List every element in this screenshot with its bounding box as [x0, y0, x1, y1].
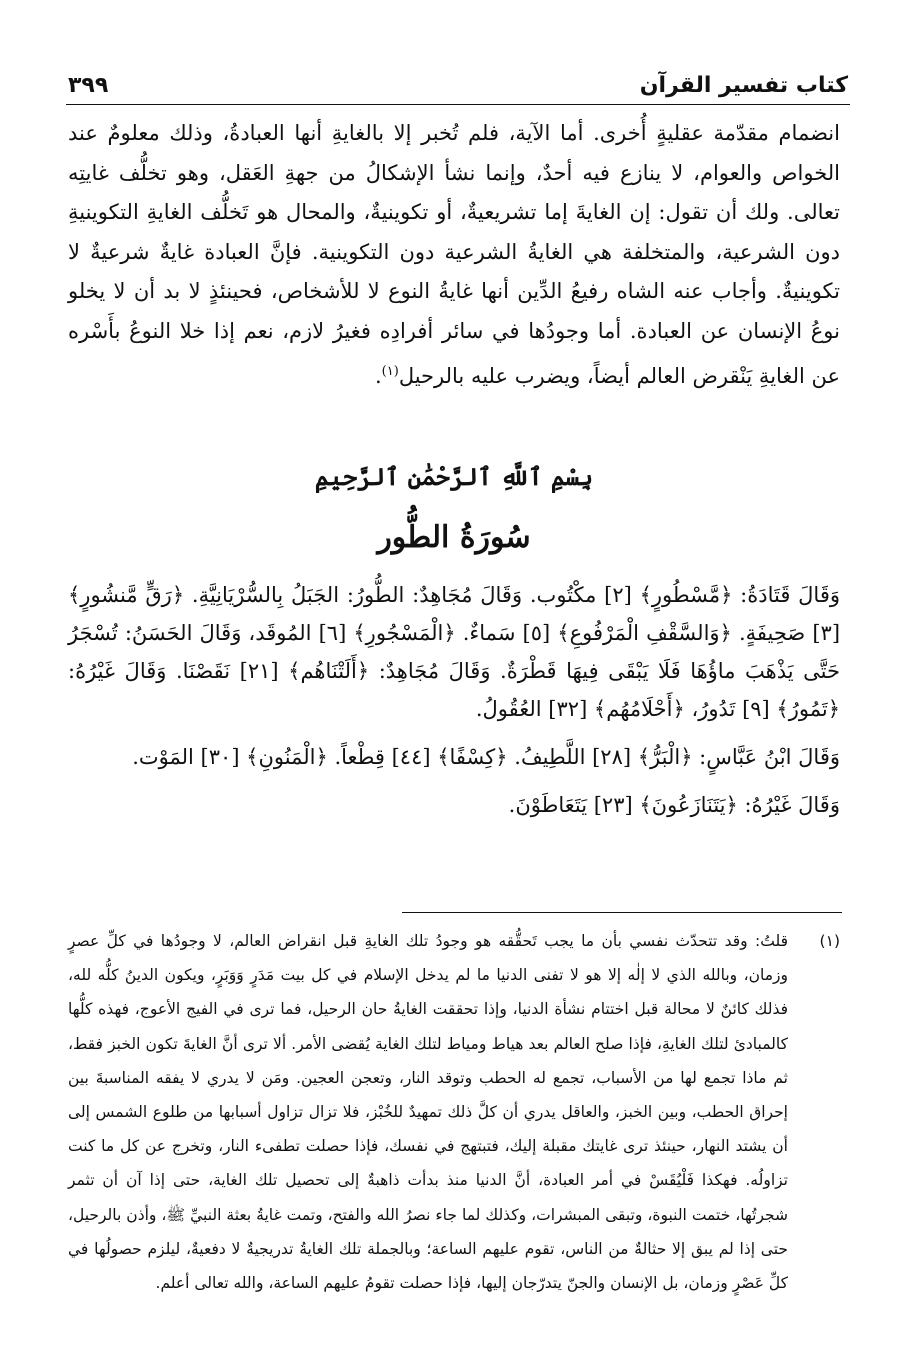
running-title: كتاب تفسير القرآن — [639, 73, 848, 98]
glossary-paragraph: وَقَالَ ابْنُ عَبَّاسٍ: ﴿الْبَرُّ﴾ [٢٨] اللَّطِيفُ. ﴿كِسْفًا﴾ [٤٤] قِطْعاً. ﴿الْمَنُونِ﴾ [٣٠] المَوْت. — [132, 745, 840, 769]
glossary-paragraph: وَقَالَ قَتَادَةُ: ﴿مَّسْطُورٍ﴾ [٢] مكْتُوب. وَقَالَ مُجَاهِدٌ: الطُّورُ: الجَبَلُ بِالسُّرْيَانِيَّةِ. ﴿رَقٍّ مَّنشُورٍ﴾ [٣] صَحِيفَةٍ. ﴿وَالسَّقْفِ الْمَرْفُوعِ﴾ [٥] سَماءٌ. ﴿الْمَسْجُورِ﴾ [٦] المُوقَد، وَقَالَ الحَسَنُ: تُسْجَرُ حَتَّى يَذْهَبَ ماؤُهَا فَلَا يَبْقَى فِيهَا قَطْرَةٌ. وَقَالَ مُجَاهِدٌ: ﴿أَلَتْنَاهُم﴾ [٢١] نَقَصْنَا. وَقَالَ غَيْرُهُ: ﴿تَمُورُ﴾ [٩] تَدُورُ، ﴿أَحْلَامُهُم﴾ [٣٢] العُقُولُ. — [68, 583, 841, 721]
commentary-block — [68, 114, 840, 396]
footnote-text: قلتُ: وقد تتحدّث نفسي بأن ما يجب تَحقُّقه هو وجودُ تلك الغايةِ قبل انقراض العالم، لا وجودُها في كلِّ عصرٍ وزمان، وبالله الذي لا إلٰه إلا هو لا تفنى الدنيا ما لم يدخل الإسلام في كل بيت مَدَرٍ وَوَبَرٍ، ويكون الدينُ كلُّه لله، فذلك كائنٌ لا محالة قبل اختتام نشأة الدنيا، وإذا تحققت الغايةُ حان الرحيل، فما ترى في الفيج الأعوج، فهذه كلُّها كالمبادئ لتلك الغايةِ، فإذا صلح العالم بعد هياط ومياط لتلك الغاية يُقضى الأمر. ألا ترى أنَّ الغايةَ تكون الخبز فقط، ثم ماذا تجمع لها من الأسباب، تجمع له الحطب وتوقد النار، وتعجن العجين. ومَن لا يدري لا يفقه المناسبةَ بين إحراق الحطب، وبين الخبز، والعاقل يدري أن كلَّ ذلك تمهيدٌ للخُبْز، فلا تزال تزاول أسبابها من طلوع الشمس إلى أن يشتد النهار، حينئذ ترى غايتك مقبلة إليك، فتبتهج في نفسك، فإذا حصلت تطفىء النار، وتخرج عن كل ما كنت تزاولُه. فهكذا فَلْيُقَسْ في أمر العبادة، أنَّ الدنيا منذ بدأت ذاهبةٌ إلى تحصيل تلك الغاية، حتى إذا آن أن تثمر شجرتُها، ختمت النبوة، وتبقى المبشرات، وكذلك لما جاء نصرُ الله والفتح، وتمت غايةُ بعثة النبيِّ ﷺ، وأذن بالرحيل، حتى إذا لم يبق إلا حثالةٌ من الناس، تقوم عليهم الساعة؛ وبالجملة تلك الغايةُ تدريجيةٌ لا دفعيةٌ، ليلزم حصولُها في كلِّ عَصْرٍ وزمان، بل الإنسان والجنّ يتدرّجان إليها، فإذا حصلت تقومُ عليهم الساعة، والله تعالى أعلم. — [68, 932, 788, 1293]
page-header — [68, 62, 848, 98]
glossary-block — [68, 576, 840, 834]
surah-title: سُورَةُ الطُّور — [377, 520, 531, 555]
basmala: بِسْمِ ٱللَّهِ ٱلرَّحْمَٰنِ ٱلرَّحِيمِ — [314, 462, 594, 491]
header-divider — [66, 104, 850, 105]
glossary-paragraph: وَقَالَ غَيْرُهُ: ﴿يَتَنَازَعُونَ﴾ [٢٣] يَتَعَاطَوْنَ. — [508, 793, 840, 817]
commentary-end: . — [374, 363, 382, 388]
footnote-marker: (١) — [819, 932, 840, 950]
footnote-divider — [402, 912, 842, 913]
footnote-reference: (١) — [381, 363, 399, 379]
commentary-text: انضمام مقدّمة عقليةٍ أُخرى. أما الآية، فلم تُخبر إلا بالغايةِ أنها العبادةُ، وذلك معلومٌ عند الخواص والعوام، لا ينازع فيه أحدٌ، وإنما نشأ الإشكالُ من جهةِ العَقل، وهو تخلُّف غايتِه تعالى. ولك أن تقول: إن الغايةَ إما تشريعيةٌ، أو تكوينيةٌ، والمحال هو تَخلُّف الغايةِ التكوينيةِ دون الشرعية، والمتخلفة هي الغايةُ الشرعية دون التكوينية. فإنَّ العبادة غايةٌ شرعيةٌ لا تكوينيةٌ. وأجاب عنه الشاه رفيعُ الدِّين أنها غايةُ النوع لا للأشخاص، فحينئذٍ لا بد أن لا يخلو نوعُ الإنسان عن العبادة. أما وجودُها في سائر أفرادِه فغيرُ لازم، نعم إذا خلا النوعُ بأَسْره عن الغايةِ يَنْقرض العالم أيضاً، ويضرب عليه بالرحيل — [68, 121, 840, 388]
footnote — [68, 924, 840, 1300]
commentary-paragraph — [68, 114, 840, 396]
page-number: ٣٩٩ — [68, 73, 109, 98]
